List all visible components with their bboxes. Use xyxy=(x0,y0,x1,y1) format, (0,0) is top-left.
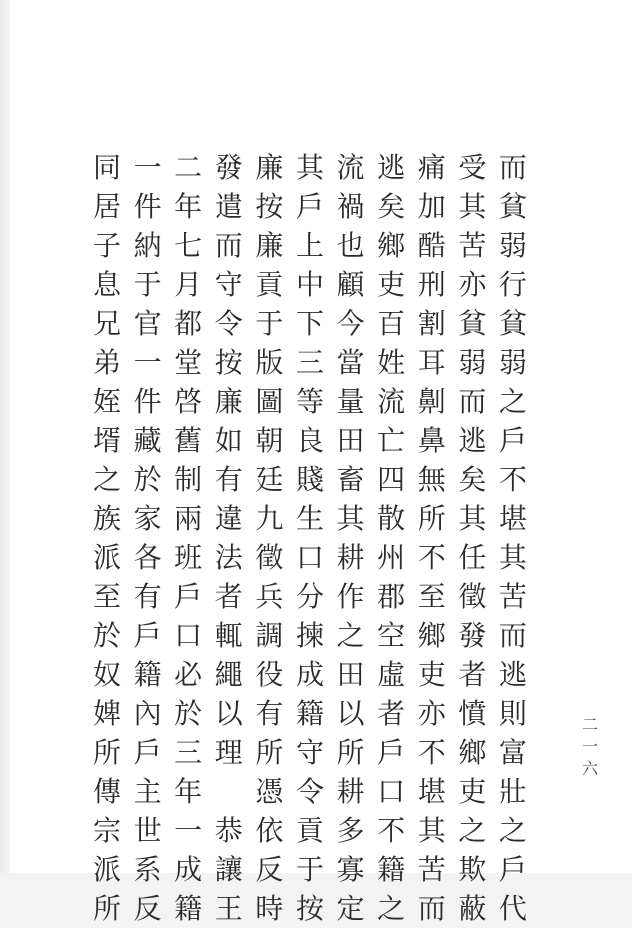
character: 內 xyxy=(133,697,162,730)
character: 年 xyxy=(174,775,203,808)
character: 量 xyxy=(336,385,365,418)
character: 反 xyxy=(255,853,284,886)
character: 令 xyxy=(214,307,243,340)
character: 繩 xyxy=(214,658,243,691)
character: 虛 xyxy=(377,658,406,691)
character: 三 xyxy=(174,736,203,769)
character: 流 xyxy=(377,385,406,418)
character: 貧 xyxy=(458,307,487,340)
character: 富 xyxy=(498,736,527,769)
character: 壻 xyxy=(92,424,121,457)
character: 有 xyxy=(214,463,243,496)
character: 令 xyxy=(295,775,324,808)
character: 也 xyxy=(336,229,365,262)
character xyxy=(212,772,246,811)
character: 戶 xyxy=(295,190,324,223)
character: 啓 xyxy=(174,385,203,418)
character: 堪 xyxy=(498,502,527,535)
character: 之 xyxy=(336,619,365,652)
character: 於 xyxy=(174,697,203,730)
character: 亦 xyxy=(458,268,487,301)
character: 調 xyxy=(255,619,284,652)
character: 月 xyxy=(174,268,203,301)
character: 籍 xyxy=(377,853,406,886)
character: 不 xyxy=(417,541,446,574)
character: 以 xyxy=(336,697,365,730)
character: 貧 xyxy=(498,307,527,340)
character: 憤 xyxy=(458,697,487,730)
character: 守 xyxy=(295,736,324,769)
text-column-8 xyxy=(212,148,246,925)
character: 三 xyxy=(295,346,324,379)
character: 息 xyxy=(92,268,121,301)
character: 揀 xyxy=(295,619,324,652)
character: 郡 xyxy=(377,580,406,613)
character: 戶 xyxy=(498,853,527,886)
character: 而 xyxy=(498,619,527,652)
character: 堪 xyxy=(417,775,446,808)
character: 逃 xyxy=(458,424,487,457)
character: 必 xyxy=(174,658,203,691)
character: 圖 xyxy=(255,385,284,418)
character: 吏 xyxy=(377,268,406,301)
page-edge-shadow xyxy=(0,0,10,873)
text-column-1 xyxy=(496,148,530,925)
character: 上 xyxy=(295,229,324,262)
character: 痛 xyxy=(417,151,446,184)
character: 畜 xyxy=(336,463,365,496)
character: 系 xyxy=(133,853,162,886)
text-column-9 xyxy=(171,148,205,925)
text-column-11 xyxy=(90,148,124,925)
character: 所 xyxy=(417,502,446,535)
character: 其 xyxy=(458,190,487,223)
character: 傳 xyxy=(92,775,121,808)
character: 于 xyxy=(255,307,284,340)
character: 亡 xyxy=(377,424,406,457)
character: 輒 xyxy=(214,619,243,652)
character: 不 xyxy=(377,814,406,847)
character: 藏 xyxy=(133,424,162,457)
character: 一 xyxy=(133,346,162,379)
character: 顧 xyxy=(336,268,365,301)
character: 酷 xyxy=(417,229,446,262)
page-number-character: 六 xyxy=(581,759,598,778)
character: 田 xyxy=(336,658,365,691)
character: 一 xyxy=(174,814,203,847)
character: 宗 xyxy=(92,814,121,847)
character: 等 xyxy=(295,385,324,418)
character: 所 xyxy=(92,736,121,769)
character: 賤 xyxy=(295,463,324,496)
character: 弱 xyxy=(458,346,487,379)
character: 分 xyxy=(295,580,324,613)
character: 所 xyxy=(92,892,121,925)
character: 官 xyxy=(133,307,162,340)
character: 以 xyxy=(214,697,243,730)
character: 之 xyxy=(498,814,527,847)
character: 朝 xyxy=(255,424,284,457)
character: 兵 xyxy=(255,580,284,613)
character: 於 xyxy=(92,619,121,652)
character: 無 xyxy=(417,463,446,496)
character: 讓 xyxy=(214,853,243,886)
character: 受 xyxy=(458,151,487,184)
character: 四 xyxy=(377,463,406,496)
character: 之 xyxy=(377,892,406,925)
vertical-text-block xyxy=(90,148,530,925)
character: 戶 xyxy=(377,736,406,769)
character: 貧 xyxy=(498,190,527,223)
character: 定 xyxy=(336,892,365,925)
page-number-character: 二 xyxy=(581,715,598,734)
character: 其 xyxy=(295,151,324,184)
character: 同 xyxy=(92,151,121,184)
character: 吏 xyxy=(417,658,446,691)
character: 其 xyxy=(458,502,487,535)
character: 族 xyxy=(92,502,121,535)
text-column-10 xyxy=(131,148,165,925)
character: 耳 xyxy=(417,346,446,379)
character: 吏 xyxy=(458,775,487,808)
character: 所 xyxy=(336,736,365,769)
text-column-5 xyxy=(334,148,368,925)
character: 派 xyxy=(92,853,121,886)
character: 良 xyxy=(295,424,324,457)
character: 成 xyxy=(174,853,203,886)
character: 居 xyxy=(92,190,121,223)
character: 舊 xyxy=(174,424,203,457)
character: 中 xyxy=(295,268,324,301)
character: 時 xyxy=(255,892,284,925)
character: 件 xyxy=(133,190,162,223)
character: 弱 xyxy=(498,229,527,262)
character: 而 xyxy=(458,385,487,418)
character: 口 xyxy=(295,541,324,574)
character: 耕 xyxy=(336,775,365,808)
character: 廉 xyxy=(255,229,284,262)
character: 散 xyxy=(377,502,406,535)
character: 其 xyxy=(417,814,446,847)
character: 按 xyxy=(295,892,324,925)
character: 於 xyxy=(133,463,162,496)
character: 任 xyxy=(458,541,487,574)
character: 逃 xyxy=(498,658,527,691)
character: 理 xyxy=(214,736,243,769)
character: 鄉 xyxy=(458,736,487,769)
character: 七 xyxy=(174,229,203,262)
character: 而 xyxy=(214,229,243,262)
character: 反 xyxy=(133,892,162,925)
character: 按 xyxy=(214,346,243,379)
character: 姪 xyxy=(92,385,121,418)
character: 弟 xyxy=(92,346,121,379)
character: 禍 xyxy=(336,190,365,223)
character: 件 xyxy=(133,385,162,418)
text-column-6 xyxy=(293,148,327,925)
character: 苦 xyxy=(458,229,487,262)
character: 下 xyxy=(295,307,324,340)
text-column-7 xyxy=(252,148,286,925)
character: 不 xyxy=(498,463,527,496)
character: 至 xyxy=(92,580,121,613)
character: 役 xyxy=(255,658,284,691)
character: 如 xyxy=(214,424,243,457)
character: 口 xyxy=(174,619,203,652)
character: 壯 xyxy=(498,775,527,808)
page-number-character: 一 xyxy=(581,737,598,756)
character: 多 xyxy=(336,814,365,847)
character: 班 xyxy=(174,541,203,574)
page-number xyxy=(578,714,602,780)
character: 按 xyxy=(255,190,284,223)
character: 鄉 xyxy=(377,229,406,262)
character: 耕 xyxy=(336,541,365,574)
character: 鄉 xyxy=(417,619,446,652)
character: 恭 xyxy=(214,814,243,847)
character: 欺 xyxy=(458,853,487,886)
character: 二 xyxy=(174,151,203,184)
character: 制 xyxy=(174,463,203,496)
character: 亦 xyxy=(417,697,446,730)
character: 之 xyxy=(458,814,487,847)
character: 廉 xyxy=(214,385,243,418)
character: 空 xyxy=(377,619,406,652)
character: 百 xyxy=(377,307,406,340)
character: 至 xyxy=(417,580,446,613)
character: 違 xyxy=(214,502,243,535)
character: 逃 xyxy=(377,151,406,184)
character: 家 xyxy=(133,502,162,535)
character: 所 xyxy=(255,736,284,769)
character: 苦 xyxy=(417,853,446,886)
character: 行 xyxy=(498,268,527,301)
character: 今 xyxy=(336,307,365,340)
character: 而 xyxy=(417,892,446,925)
character: 割 xyxy=(417,307,446,340)
character: 不 xyxy=(417,736,446,769)
character: 于 xyxy=(133,268,162,301)
character: 戶 xyxy=(498,424,527,457)
character: 王 xyxy=(214,892,243,925)
character: 矣 xyxy=(377,190,406,223)
character: 苦 xyxy=(498,580,527,613)
character: 鼻 xyxy=(417,424,446,457)
character: 兄 xyxy=(92,307,121,340)
character: 州 xyxy=(377,541,406,574)
character: 憑 xyxy=(255,775,284,808)
character: 有 xyxy=(133,580,162,613)
character: 者 xyxy=(214,580,243,613)
character: 年 xyxy=(174,190,203,223)
character: 籍 xyxy=(133,658,162,691)
character: 徵 xyxy=(255,541,284,574)
character: 有 xyxy=(255,697,284,730)
character: 者 xyxy=(458,658,487,691)
character: 發 xyxy=(458,619,487,652)
character: 籍 xyxy=(174,892,203,925)
character: 婢 xyxy=(92,697,121,730)
character: 于 xyxy=(295,853,324,886)
character: 劓 xyxy=(417,385,446,418)
character: 其 xyxy=(498,541,527,574)
character: 貢 xyxy=(255,268,284,301)
character: 口 xyxy=(377,775,406,808)
text-column-2 xyxy=(455,148,489,925)
character: 而 xyxy=(498,151,527,184)
character: 各 xyxy=(133,541,162,574)
character: 戶 xyxy=(174,580,203,613)
character: 代 xyxy=(498,892,527,925)
character: 世 xyxy=(133,814,162,847)
character: 之 xyxy=(498,385,527,418)
document-page xyxy=(10,0,632,925)
character: 戶 xyxy=(133,736,162,769)
character: 發 xyxy=(214,151,243,184)
character: 堂 xyxy=(174,346,203,379)
character: 當 xyxy=(336,346,365,379)
character: 蔽 xyxy=(458,892,487,925)
character: 主 xyxy=(133,775,162,808)
character: 遣 xyxy=(214,190,243,223)
character: 一 xyxy=(133,151,162,184)
character: 成 xyxy=(295,658,324,691)
character: 廷 xyxy=(255,463,284,496)
character: 都 xyxy=(174,307,203,340)
text-column-3 xyxy=(415,148,449,925)
character: 刑 xyxy=(417,268,446,301)
character: 田 xyxy=(336,424,365,457)
character: 生 xyxy=(295,502,324,535)
character: 奴 xyxy=(92,658,121,691)
character: 弱 xyxy=(498,346,527,379)
character: 納 xyxy=(133,229,162,262)
character: 徵 xyxy=(458,580,487,613)
character: 流 xyxy=(336,151,365,184)
character: 其 xyxy=(336,502,365,535)
character: 寡 xyxy=(336,853,365,886)
character: 版 xyxy=(255,346,284,379)
character: 兩 xyxy=(174,502,203,535)
text-column-4 xyxy=(374,148,408,925)
character: 守 xyxy=(214,268,243,301)
character: 戶 xyxy=(133,619,162,652)
character: 貢 xyxy=(295,814,324,847)
character: 籍 xyxy=(295,697,324,730)
character: 則 xyxy=(498,697,527,730)
character: 依 xyxy=(255,814,284,847)
character: 加 xyxy=(417,190,446,223)
character: 廉 xyxy=(255,151,284,184)
character: 之 xyxy=(92,463,121,496)
character: 法 xyxy=(214,541,243,574)
character: 九 xyxy=(255,502,284,535)
character: 子 xyxy=(92,229,121,262)
character: 派 xyxy=(92,541,121,574)
character: 姓 xyxy=(377,346,406,379)
character: 作 xyxy=(336,580,365,613)
character: 者 xyxy=(377,697,406,730)
character: 矣 xyxy=(458,463,487,496)
